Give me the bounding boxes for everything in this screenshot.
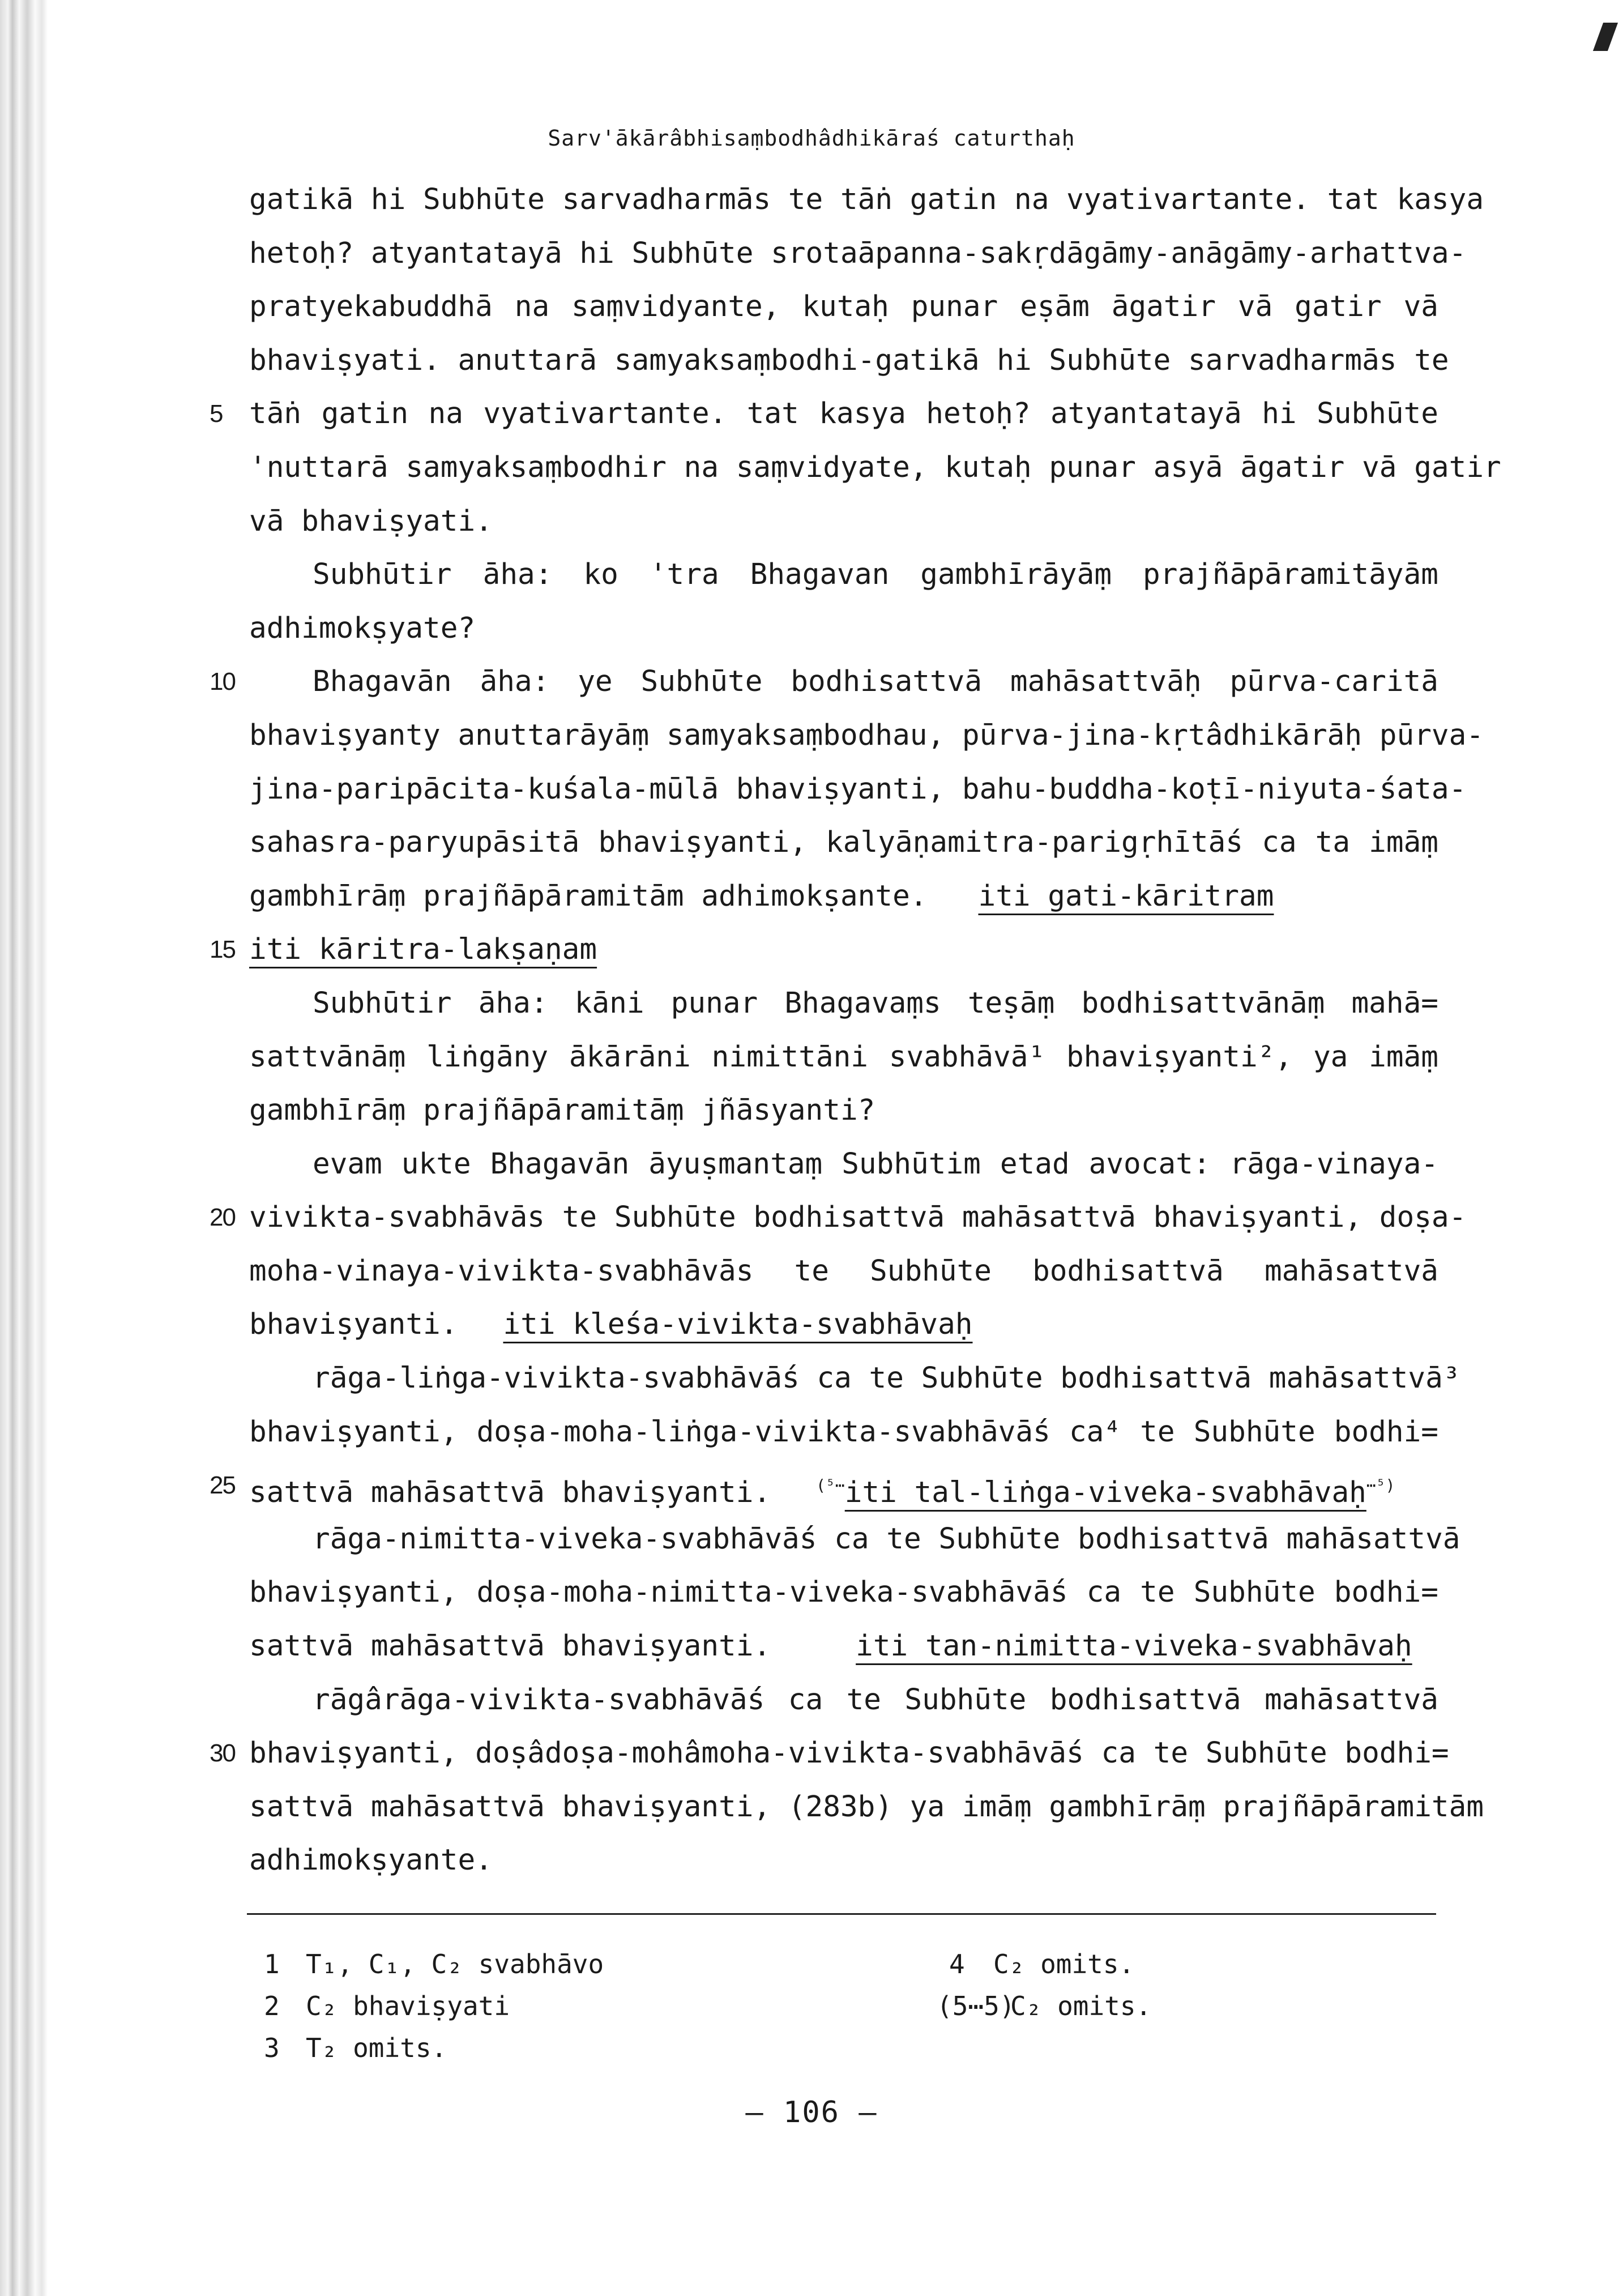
- line-text: jina-paripācita-kuśala-mūlā bhaviṣyanti, bahu-buddha-koṭī-niyuta-śata-: [249, 772, 1467, 806]
- text-line: [249, 1352, 1460, 1406]
- line-text: hetoḥ? atyantatayā hi Subhūte srotaāpanna-sakṛdāgāmy-anāgāmy-arhattva-: [249, 236, 1467, 270]
- text-line: [210, 1191, 1467, 1245]
- text-line: [210, 1727, 1449, 1781]
- section-heading: iti tan-nimitta-viveka-svabhāvaḥ: [856, 1629, 1412, 1663]
- text-line: [249, 1566, 1438, 1620]
- line-text: gambhīrāṃ prajñāpāramitāṃ jñāsyanti?: [249, 1094, 875, 1128]
- line-text: vā bhaviṣyati.: [249, 504, 493, 538]
- line-text: bhaviṣyanti.: [249, 1308, 458, 1342]
- line-text: Subhūtir āha: ko 'tra Bhagavan gambhīrāyāṃ prajñāpāramitāyām: [313, 558, 1438, 592]
- text-line: [249, 1406, 1438, 1459]
- line-text: Bhagavān āha: ye Subhūte bodhisattvā mahāsattvāḥ pūrva-caritā: [313, 665, 1438, 699]
- footnote-text: T₂ omits.: [306, 2033, 447, 2063]
- text-line: [249, 709, 1484, 763]
- line-text: rāgârāga-vivikta-svabhāvāś ca te Subhūte bodhisattvā mahāsattvā: [313, 1683, 1438, 1717]
- line-number: 25: [210, 1471, 235, 1500]
- text-line: [249, 602, 1438, 656]
- line-number: 30: [210, 1739, 235, 1768]
- footnote-number: 2: [264, 1991, 280, 2021]
- text-line: [249, 1674, 1438, 1727]
- section-heading: iti tal-liṅga-viveka-svabhāvaḥ: [844, 1476, 1366, 1510]
- text-line: [249, 763, 1467, 817]
- line-text: sattvānāṃ liṅgāny ākārāni nimittāni svabhāvā¹ bhaviṣyanti², ya imāṃ: [249, 1040, 1438, 1074]
- text-line: [249, 816, 1438, 870]
- line-number: 5: [210, 400, 223, 428]
- footnote-number: (5⋯5): [937, 1991, 1015, 2021]
- text-line: [249, 1138, 1438, 1192]
- text-line: [249, 1084, 1438, 1138]
- line-text: bhaviṣyanti, doṣa-moha-liṅga-vivikta-svabhāvāś ca⁴ te Subhūte bodhi=: [249, 1415, 1438, 1449]
- line-text: gambhīrāṃ prajñāpāramitām adhimokṣante.: [249, 879, 928, 913]
- footnote-text: T₁, C₁, C₂ svabhāvo: [306, 1949, 604, 1979]
- text-line: [249, 173, 1484, 227]
- text-line: [210, 923, 1438, 977]
- variant-marker-open: (⁵⋯: [816, 1476, 845, 1495]
- line-number: 10: [210, 668, 235, 696]
- section-heading: iti kleśa-vivikta-svabhāvaḥ: [503, 1308, 973, 1342]
- text-line: [210, 655, 1438, 709]
- line-text: gatikā hi Subhūte sarvadharmās te tāṅ gatin na vyativartante. tat kasya: [249, 183, 1484, 216]
- running-head: Sarv'ākārâbhisaṃbodhâdhikāraś caturthaḥ: [548, 126, 1075, 151]
- line-text: Subhūtir āha: kāni punar Bhagavaṃs teṣāṃ bodhisattvānāṃ mahā=: [313, 986, 1438, 1020]
- line-text: adhimokṣyate?: [249, 611, 476, 645]
- line-text: vivikta-svabhāvās te Subhūte bodhisattvā mahāsattvā bhaviṣyanti, doṣa-: [249, 1201, 1467, 1235]
- text-line: [249, 227, 1467, 281]
- page-number: — 106 —: [745, 2096, 878, 2129]
- line-text: 'nuttarā samyaksaṃbodhir na saṃvidyate, kutaḥ punar asyā āgatir vā gatir: [249, 450, 1501, 484]
- line-text: bhaviṣyanty anuttarāyāṃ samyaksaṃbodhau, pūrva-jina-kṛtâdhikārāḥ pūrva-: [249, 718, 1484, 752]
- footnote-number: 1: [264, 1949, 280, 1979]
- line-text: sattvā mahāsattvā bhaviṣyanti.: [249, 1629, 771, 1663]
- line-text: pratyekabuddhā na saṃvidyante, kutaḥ punar eṣām āgatir vā gatir vā: [249, 290, 1438, 324]
- footnote: [949, 1944, 1134, 1985]
- footnote-text: C₂ omits.: [1010, 1991, 1152, 2021]
- text-line: [249, 441, 1501, 495]
- scan-corner-mark: [1593, 23, 1618, 51]
- line-text: sahasra-paryupāsitā bhaviṣyanti, kalyāṇamitra-parigṛhītāś ca ta imāṃ: [249, 826, 1438, 860]
- section-heading: iti gati-kāritram: [978, 879, 1274, 913]
- text-line: [249, 1031, 1438, 1085]
- footnote-number: 3: [264, 2033, 280, 2063]
- line-text: tāṅ gatin na vyativartante. tat kasya hetoḥ? atyantatayā hi Subhūte: [249, 397, 1438, 431]
- text-line: [249, 1834, 1438, 1888]
- text-line: [249, 334, 1449, 388]
- text-line: [249, 548, 1438, 602]
- footnote-text: C₂ omits.: [993, 1949, 1135, 1979]
- variant-marker-close: ⋯⁵): [1366, 1476, 1395, 1495]
- line-text: adhimokṣyante.: [249, 1843, 493, 1877]
- text-line: [210, 387, 1438, 441]
- line-text: rāga-nimitta-viveka-svabhāvāś ca te Subhūte bodhisattvā mahāsattvā: [313, 1522, 1460, 1556]
- line-text: bhaviṣyati. anuttarā samyaksaṃbodhi-gatikā hi Subhūte sarvadharmās te: [249, 343, 1449, 377]
- line-text: sattvā mahāsattvā bhaviṣyanti.: [249, 1476, 771, 1510]
- line-number: 15: [210, 936, 235, 964]
- text-line: [210, 1459, 1438, 1513]
- text-line: [249, 1513, 1460, 1567]
- text-line: [249, 280, 1438, 334]
- footnote: [264, 2028, 447, 2068]
- line-text: rāga-liṅga-vivikta-svabhāvāś ca te Subhūte bodhisattvā mahāsattvā³: [313, 1362, 1460, 1395]
- line-text: bhaviṣyanti, doṣa-moha-nimitta-viveka-svabhāvāś ca te Subhūte bodhi=: [249, 1576, 1438, 1610]
- section-heading: iti kāritra-lakṣaṇam: [249, 933, 597, 967]
- footnote: [937, 1986, 1151, 2026]
- line-text: bhaviṣyanti, doṣâdoṣa-mohâmoha-vivikta-svabhāvāś ca te Subhūte bodhi=: [249, 1736, 1449, 1770]
- text-line: [249, 1298, 1438, 1352]
- line-text: sattvā mahāsattvā bhaviṣyanti, (283b) ya imāṃ gambhīrāṃ prajñāpāramitām: [249, 1790, 1484, 1824]
- text-line: [249, 1620, 1438, 1674]
- book-binding-edge: [0, 0, 48, 2296]
- text-line: [249, 495, 1438, 549]
- footnote: [264, 1986, 510, 2026]
- line-text: moha-vinaya-vivikta-svabhāvās te Subhūte bodhisattvā mahāsattvā: [249, 1254, 1438, 1288]
- footnote-divider: [247, 1913, 1436, 1915]
- text-line: [249, 1781, 1484, 1834]
- footnote: [264, 1944, 604, 1985]
- line-number: 20: [210, 1204, 235, 1232]
- main-text: [210, 173, 1501, 1888]
- line-text: evam ukte Bhagavān āyuṣmantaṃ Subhūtim etad avocat: rāga-vinaya-: [313, 1147, 1438, 1181]
- text-line: [249, 870, 1438, 924]
- text-line: [249, 977, 1438, 1031]
- footnote-number: 4: [949, 1949, 965, 1979]
- text-line: [249, 1245, 1438, 1299]
- footnote-text: C₂ bhaviṣyati: [306, 1991, 510, 2021]
